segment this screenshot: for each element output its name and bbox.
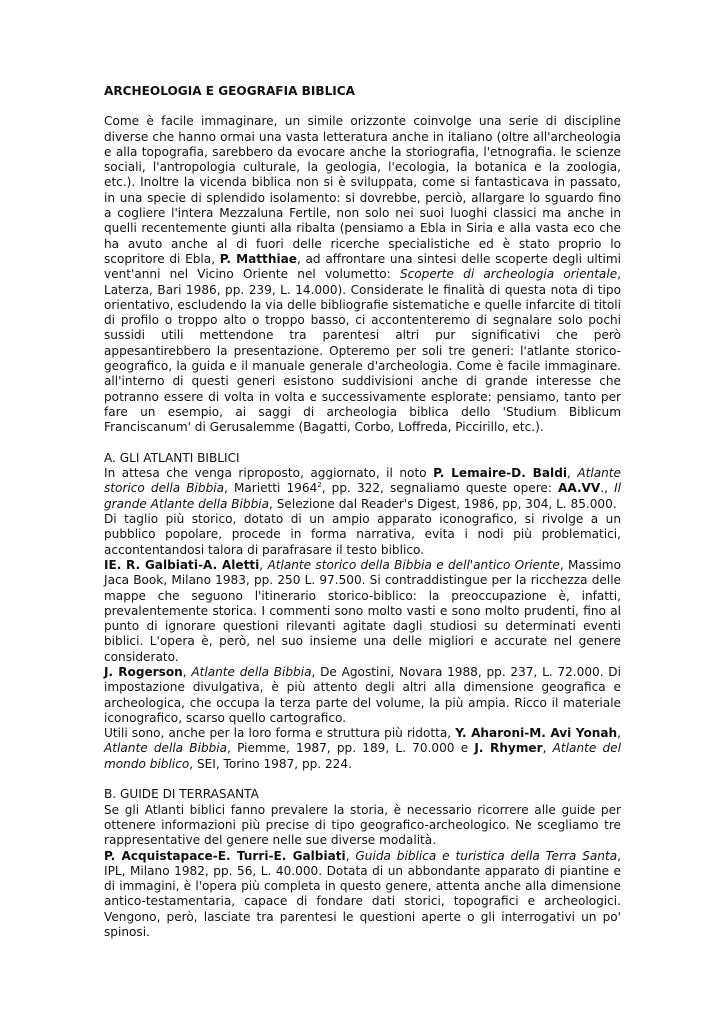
text: ,	[567, 466, 578, 481]
author: J. Rogerson	[104, 664, 183, 679]
intro-text-3: , Laterza, Bari 1986, pp. 239, L. 14.000). Considerate le finalità di questa nota di tipo orientativo, escludendo la via delle bibliografie sistematiche e quelle infarcite di titoli di profilo o troppo alto o troppo basso, ci accontenteremo di segnalare solo pochi sussidi utili mettendone tra parentesi altri pur significativi che però appesantirebbero la presentazione. Opteremo per soli tre generi: l'atlante storico-geografico, la guida e il manuale generale d'archeologia. Come è facile immaginare. all'interno di questi generi esistono suddivisioni anche di grande interesse che potranno essere di volta in volta e successivamente esplorate: pensiamo, tanto per fare un esempio, ai saggi di archeologia biblica dello 'Studium Biblicum Franciscanum' di Gerusalemme (Bagatti, Corbo, Loffreda, Piccirillo, etc.).	[104, 267, 622, 435]
section-a-paragraph-4	[104, 665, 621, 726]
book-title: Atlante della Bibbia	[104, 741, 228, 756]
book-title: Atlante della Bibbia	[191, 664, 312, 679]
document-page	[104, 84, 621, 940]
text: ,	[617, 726, 621, 741]
section-a-paragraph-1	[104, 466, 621, 512]
book-title: Guida biblica e turistica della Terra Santa	[355, 848, 618, 863]
author: P. Lemaire-D. Baldi	[433, 466, 567, 481]
section-a-paragraph-3	[104, 558, 621, 665]
section-b-heading: B. GUIDE DI TERRASANTA	[104, 787, 259, 802]
author: IE. R. Galbiati-A. Aletti	[104, 557, 260, 572]
author: Y. Aharoni-M. Avi Yonah	[455, 726, 618, 741]
text: , Piemme, 1987, pp. 189, L. 70.000 e	[227, 741, 475, 756]
intro-author: P. Matthiae	[219, 251, 297, 266]
book-title: Atlante storico della Bibbia e dell'antico Oriente	[267, 557, 560, 572]
text: ,	[345, 848, 356, 863]
author: P. Acquistapace-E. Turri-E. Galbiati	[104, 848, 346, 863]
text: Utili sono, anche per la loro forma e struttura più ridotta,	[104, 726, 456, 741]
section-b-paragraph-2	[104, 849, 621, 941]
text: ,	[259, 557, 268, 572]
author: AA.VV	[558, 481, 601, 496]
section-a-heading: A. GLI ATLANTI BIBLICI	[104, 450, 240, 465]
text: , Selezione dal Reader's Digest, 1986, pp, 304, L. 85.000.	[269, 496, 617, 511]
text: , De Agostini, Novara 1988, pp. 237, L. 72.000. Di impostazione divulgativa, è più attento degli altri alla dimensione geografica e archeologica, che occupa la terza parte del volume, la più ampia. Ricco il materiale iconografico, scarso quello cartografico.	[104, 664, 621, 725]
text: , SEI, Torino 1987, pp. 224.	[189, 756, 352, 771]
text: ,	[182, 664, 192, 679]
book-title: Il grande Atlante della Bibbia	[104, 481, 621, 511]
document-title: ARCHEOLOGIA E GEOGRAFIA BIBLICA	[104, 84, 356, 98]
edition-superscript: 2	[317, 481, 322, 490]
spacer	[104, 772, 621, 787]
text: , Massimo Jaca Book, Milano 1983, pp. 250 L. 97.500. Si contraddistingue per la ricchezza delle mappe che seguono l'itinerario storico-biblico: la preoccupazione è, infatti, prevalentemente storica. I commenti sono molto vasti e sono molto prudenti, fino al punto di ignorare questioni rilevanti agitate dagli studiosi su determinati eventi biblici. L'opera è, però, nel suo insieme una delle migliori e accurate nel genere considerato.	[104, 557, 621, 664]
text: , Marietti 1964	[224, 481, 318, 496]
intro-paragraph	[104, 114, 621, 435]
text: , IPL, Milano 1982, pp. 56, L. 40.000. Dotata di un abbondante apparato di piantine e di immagini, è l'opera più completa in questo genere, attenta anche alla dimensione antico-testamentaria, capace di fondare dati storici, topografici e archeologici. Vengono, però, lasciate tra parentesi le questioni aperte o gli interrogativi un po' spinosi.	[104, 848, 621, 940]
text: .,	[600, 481, 615, 496]
section-a-paragraph-5	[104, 726, 621, 772]
spacer	[104, 436, 621, 451]
text: In attesa che venga riproposto, aggiornato, il noto	[104, 466, 434, 481]
section-a-paragraph-2: Di taglio più storico, dotato di un ampio apparato iconografico, si rivolge a un pubblico popolare, procede in forma narrativa, evita i nodi più problematici, accontentandosi talora di parafrasare il testo biblico.	[104, 512, 621, 557]
book-title: Atlante storico della Bibbia	[104, 466, 621, 496]
book-title: Atlante del mondo biblico	[104, 741, 621, 771]
intro-text-1: Come è facile immaginare, un simile orizzonte coinvolge una serie di discipline diverse che hanno ormai una vasta letteratura anche in italiano (oltre all'archeologia e alla topografia, sarebbero da evocare anche la storiografia, l'etnografia. le scienze sociali, l'antropologia culturale, la geologia, l'ecologia, la botanica e la zoologia, etc.). Inoltre la vicenda biblica non si è sviluppata, come si fantasticava in passato, in una specie di splendido isolamento: si dovrebbe, perciò, allargare lo sguardo fino a cogliere l'intera Mezzaluna Fertile, non solo nei suoi luoghi classici ma anche in quelli recentemente giunti alla ribalta (pensiamo a Ebla in Siria e alla vasta eco che ha avuto anche al di fuori delle ricerche specialistiche ed è stato proprio lo scopritore di Ebla,	[104, 114, 621, 266]
section-b-paragraph-1: Se gli Atlanti biblici fanno prevalere la storia, è necessario ricorrere alle guide per ottenere informazioni più precise di tipo geografico-archeologico. Ne scegliamo tre rappresentative del genere nelle sue diverse modalità.	[104, 802, 621, 848]
intro-text-2: , ad affrontare una sintesi delle scoperte degli ultimi vent'anni nel Vicino Oriente nel volumetto:	[104, 251, 622, 282]
intro-book-title: Scoperte di archeologia orientale	[399, 267, 618, 282]
text: ,	[542, 741, 553, 756]
author: J. Rhymer	[474, 741, 543, 756]
text: , pp. 322, segnaliamo queste opere:	[321, 481, 559, 496]
